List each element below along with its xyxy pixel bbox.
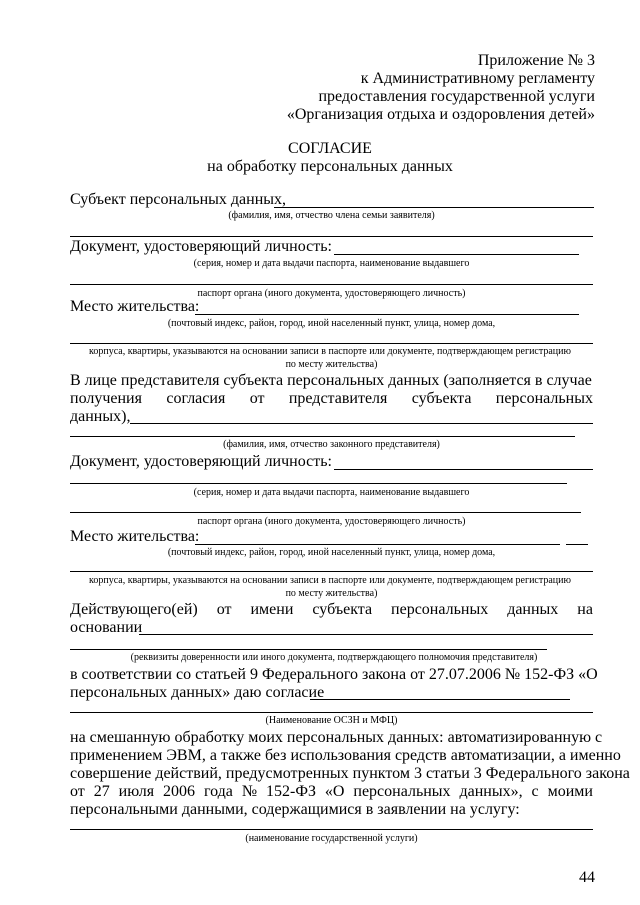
subject-name-field-2[interactable] [70,236,593,237]
acting-line-2: основании [70,619,143,636]
processing-line-1: на смешанную обработку моих персональных данных: автоматизированную с [70,729,603,746]
appendix-line-1: Приложение № 3 [477,52,595,69]
acting-hint: (реквизиты доверенности или иного документа, подтверждающего полномочия представителя) [130,652,538,663]
subject-hint: (фамилия, имя, отчество члена семьи заявителя) [228,210,435,221]
word: субъекта [411,390,472,407]
residence-field-2[interactable] [70,343,593,344]
processing-line-2: применением ЭВМ, а также без использования средств автоматизации, а именно [70,747,621,764]
word: июля [118,783,155,800]
representative-hint: (фамилия, имя, отчество законного представителя) [223,439,440,450]
rep-residence-hint-2: корпуса, квартиры, указываются на основании записи в паспорте или документе, подтверждающем регистрацию [89,575,571,586]
consent-recipient-field-2[interactable] [70,712,593,713]
residence-hint-3: по месту жительства) [285,359,378,370]
residence-hint-1: (почтовый индекс, район, город, иной населенный пункт, улица, номер дома, [167,318,496,329]
law-line-2: персональных данных» даю согласие [70,684,325,701]
rep-document-field-2[interactable] [70,483,567,484]
word: № [241,783,258,800]
representative-line-1: В лице представителя субъекта персональных данных (заполняется в случае [70,372,592,389]
document-subtitle: на обработку персональных данных [207,158,453,175]
rep-residence-hint-3: по месту жительства) [285,588,378,599]
word: на [577,601,593,618]
rep-residence-label: Место жительства: [70,528,200,545]
service-name-field[interactable] [70,829,593,830]
word: от [70,783,85,800]
word: моими [547,783,593,800]
word: субъекта [312,601,373,618]
document-label: Документ, удостоверяющий личность: [70,238,332,255]
word: 2006 [163,783,196,800]
word: персональных [353,783,451,800]
representative-field-2[interactable] [70,436,575,437]
processing-line-5: персональными данными, содержащимися в заявлении на услугу: [70,801,520,818]
subject-name-field[interactable] [274,207,594,208]
subject-label: Субъект персональных данных, [70,191,287,208]
document-field[interactable] [334,254,579,255]
word: имени [250,601,294,618]
representative-line-2 [70,390,593,408]
document-field-2[interactable] [70,284,593,285]
word: 152-ФЗ [266,783,316,800]
appendix-line-4: «Организация отдыха и оздоровления детей» [286,106,595,123]
acting-field[interactable] [139,634,593,635]
word: «О [324,783,345,800]
rep-document-field[interactable] [334,469,593,470]
residence-hint-2: корпуса, квартиры, указываются на основании записи в паспорте или документе, подтверждающем регистрацию [89,346,571,357]
word: 27 [93,783,110,800]
page-number: 44 [579,869,595,886]
rep-document-field-3[interactable] [70,512,581,513]
rep-residence-field-end[interactable] [566,544,588,545]
word: года [203,783,233,800]
document-hint-2: паспорт органа (иного документа, удостоверяющего личность) [197,288,466,299]
document-hint-1: (серия, номер и дата выдачи паспорта, наименование выдавшего [193,258,470,269]
representative-field[interactable] [130,423,593,424]
appendix-line-2: к Административному регламенту [360,70,595,87]
processing-hint: (наименование государственной услуги) [245,833,418,844]
word: представителя [288,390,388,407]
acting-field-2[interactable] [70,649,547,650]
word: от [249,390,265,407]
law-hint: (Наименование ОСЗН и МФЦ) [265,715,398,726]
rep-residence-field-2[interactable] [70,571,593,572]
representative-line-3: данных), [70,408,131,425]
word: согласия [166,390,226,407]
word: персональных [391,601,489,618]
processing-line-3: совершение действий, предусмотренных пунктом 3 статьи 3 Федерального закона [70,765,630,782]
word: от [216,601,232,618]
document-title: СОГЛАСИЕ [288,140,372,157]
processing-line-4 [70,783,593,801]
word: персональных [495,390,593,407]
law-line-1: в соответствии со статьей 9 Федерального закона от 27.07.2006 № 152-ФЗ «О [70,666,598,683]
rep-residence-field[interactable] [195,544,560,545]
rep-document-label: Документ, удостоверяющий личность: [70,453,332,470]
rep-residence-hint-1: (почтовый индекс, район, город, иной населенный пункт, улица, номер дома, [167,547,496,558]
rep-document-hint-2: паспорт органа (иного документа, удостоверяющего личность) [197,516,466,527]
word: Действующего(ей) [70,601,198,618]
appendix-line-3: предоставления государственной услуги [318,88,595,105]
word: данных», [459,783,523,800]
word: получения [70,390,142,407]
residence-label: Место жительства: [70,298,200,315]
residence-field[interactable] [195,314,579,315]
word: данных [507,601,559,618]
word: с [531,783,539,800]
consent-recipient-field[interactable] [310,699,570,700]
rep-document-hint-1: (серия, номер и дата выдачи паспорта, наименование выдавшего [193,487,470,498]
acting-line-1 [70,601,593,619]
